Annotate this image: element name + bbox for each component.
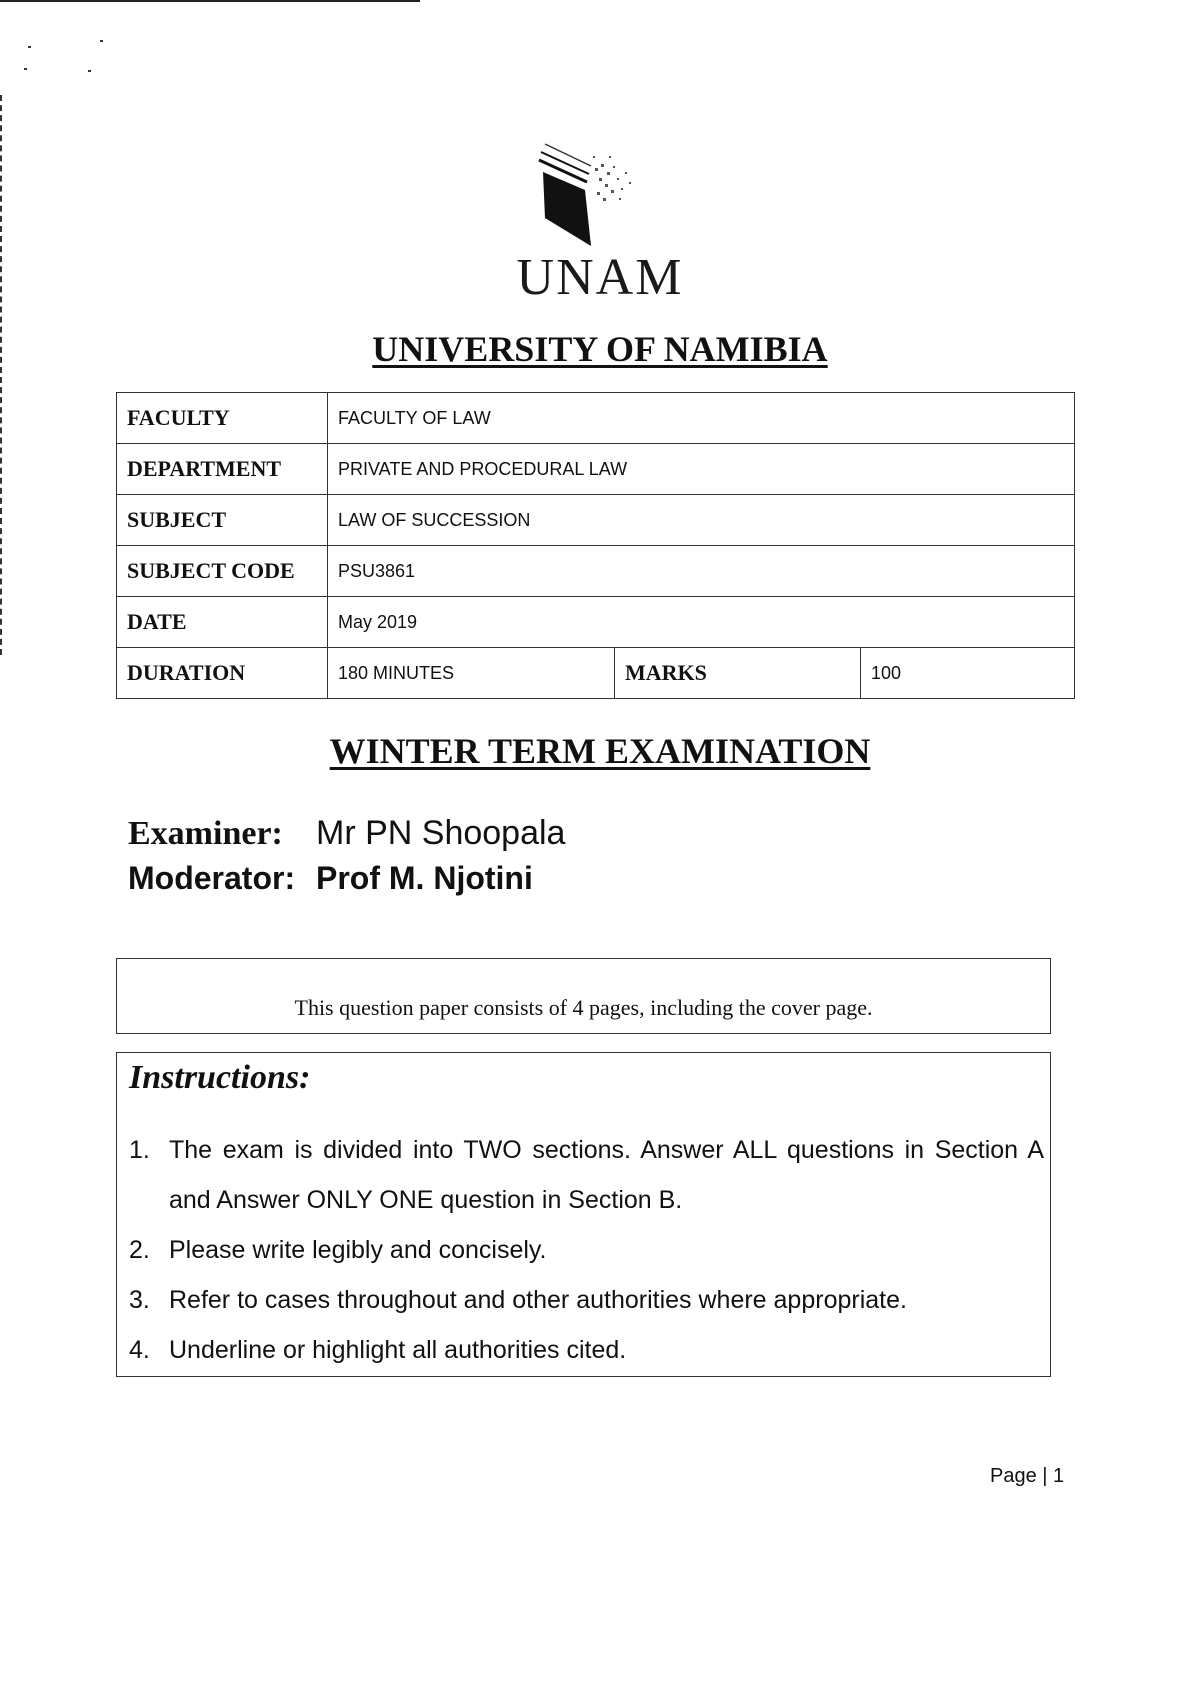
item-number: 3.	[129, 1286, 150, 1314]
table-row	[117, 444, 1075, 495]
duration-value: 180 MINUTES	[328, 648, 615, 699]
table-row	[117, 393, 1075, 444]
scan-edge-dashes	[0, 95, 2, 655]
item-text: Underline or highlight all authorities cited.	[169, 1336, 627, 1364]
list-item	[129, 1125, 1044, 1225]
date-label: DATE	[117, 597, 328, 648]
scan-specks	[20, 40, 110, 80]
table-row	[117, 648, 1075, 699]
university-title: UNIVERSITY OF NAMIBIA	[372, 329, 828, 369]
duration-label: DURATION	[117, 648, 328, 699]
examiner-line	[128, 814, 565, 853]
instructions-box	[116, 1052, 1051, 1377]
list-item	[129, 1225, 1044, 1275]
date-value: May 2019	[328, 597, 1075, 648]
unam-logo-icon	[535, 138, 655, 248]
instructions-list	[129, 1125, 1044, 1375]
page-number: Page | 1	[990, 1465, 1065, 1487]
subject-label: SUBJECT	[117, 495, 328, 546]
marks-value: 100	[861, 648, 1075, 699]
page-count-note: This question paper consists of 4 pages, including the cover page.	[294, 995, 873, 1020]
item-number: 4.	[129, 1336, 150, 1364]
subject-code-label: SUBJECT CODE	[117, 546, 328, 597]
subject-value: LAW OF SUCCESSION	[328, 495, 1075, 546]
instructions-title: Instructions:	[129, 1059, 311, 1096]
moderator-name: Prof M. Njotini	[316, 860, 533, 896]
item-text: The exam is divided into TWO sections. Answer ALL questions in Section A and Answer ONLY ONE question in Section B.	[169, 1136, 1044, 1214]
examiner-label: Examiner:	[128, 815, 283, 852]
list-item	[129, 1325, 1044, 1375]
item-text: Refer to cases throughout and other authorities where appropriate.	[169, 1286, 907, 1314]
moderator-line	[128, 860, 533, 897]
item-text: Please write legibly and concisely.	[169, 1236, 547, 1264]
page-count-box	[116, 958, 1051, 1034]
moderator-label: Moderator:	[128, 860, 296, 896]
table-row	[117, 495, 1075, 546]
scan-edge-line	[0, 0, 420, 2]
exam-details-table	[116, 392, 1075, 699]
subject-code-value: PSU3861	[328, 546, 1075, 597]
table-row	[117, 597, 1075, 648]
marks-label: MARKS	[615, 648, 861, 699]
department-label: DEPARTMENT	[117, 444, 328, 495]
examiner-name: Mr PN Shoopala	[316, 814, 566, 852]
faculty-value: FACULTY OF LAW	[328, 393, 1075, 444]
department-value: PRIVATE AND PROCEDURAL LAW	[328, 444, 1075, 495]
list-item	[129, 1275, 1044, 1325]
logo-text: UNAM	[516, 249, 684, 306]
faculty-label: FACULTY	[117, 393, 328, 444]
item-number: 1.	[129, 1136, 150, 1164]
exam-title: WINTER TERM EXAMINATION	[329, 731, 871, 771]
item-number: 2.	[129, 1236, 150, 1264]
table-row	[117, 546, 1075, 597]
